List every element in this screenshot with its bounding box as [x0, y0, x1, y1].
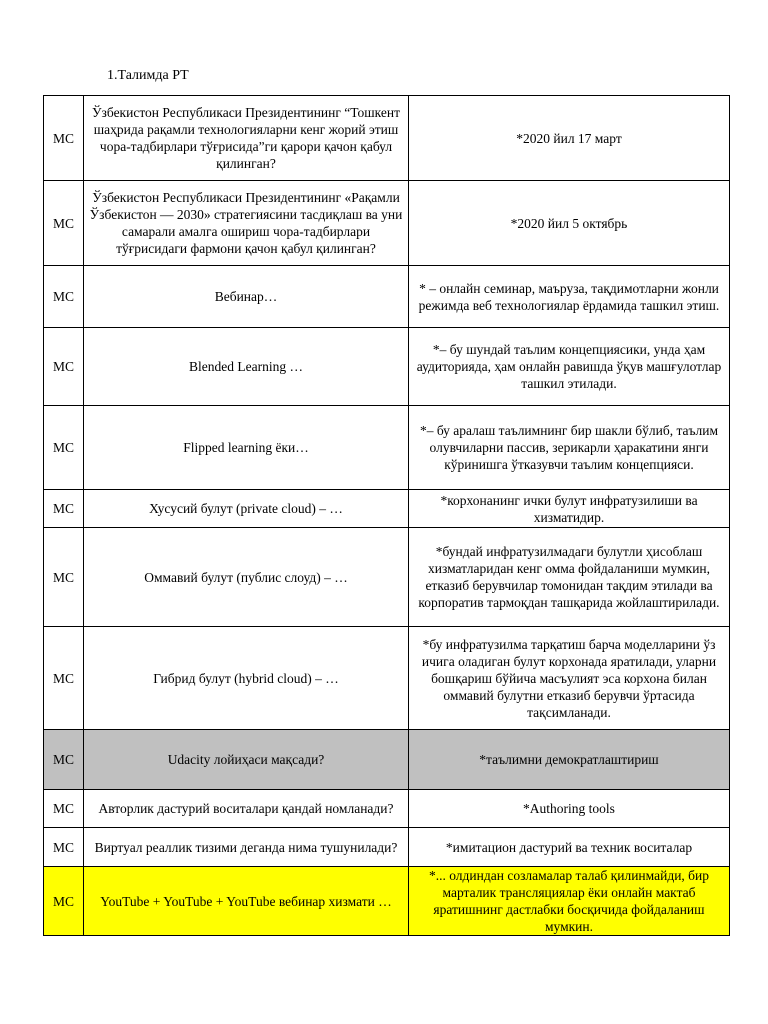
- row-question: Гибрид булут (hybrid cloud) – …: [84, 627, 409, 730]
- table-row: [44, 730, 730, 790]
- table-row: [44, 627, 730, 730]
- table-row: [44, 790, 730, 828]
- row-question: Авторлик дастурий воситалари қандай номланади?: [84, 790, 409, 828]
- row-type: МС: [44, 266, 84, 328]
- row-question: Виртуал реаллик тизими деганда нима тушунилади?: [84, 828, 409, 867]
- table-row: [44, 328, 730, 406]
- row-answer: *имитацион дастурий ва техник воситалар: [409, 828, 730, 867]
- table-row: [44, 96, 730, 181]
- row-answer: * – онлайн семинар, маъруза, тақдимотларни жонли режимда веб технологиялар ёрдамида ташкил этиш.: [409, 266, 730, 328]
- row-answer: *2020 йил 5 октябрь: [409, 181, 730, 266]
- row-answer: *2020 йил 17 март: [409, 96, 730, 181]
- row-type: МС: [44, 867, 84, 936]
- row-answer: *– бу аралаш таълимнинг бир шакли бўлиб, таълим олувчиларни пассив, зерикарли ҳаракатини янги кўринишга ўтказувчи таълим концепцияси.: [409, 406, 730, 490]
- row-answer: *таълимни демократлаштириш: [409, 730, 730, 790]
- row-question: Хусусий булут (private cloud) – …: [84, 490, 409, 528]
- table-row: [44, 828, 730, 867]
- table-row: [44, 528, 730, 627]
- row-type: МС: [44, 328, 84, 406]
- row-answer: *корхонанинг ички булут инфратузилиши ва хизматидир.: [409, 490, 730, 528]
- row-type: МС: [44, 181, 84, 266]
- row-answer: *бу инфратузилма тарқатиш барча моделларини ўз ичига оладиган булут корхонада яратилади, уларни бошқариш бўйича масъулият эса корхона билан оммавий булутни етказиб берувчи ўртасида тақсимланади.: [409, 627, 730, 730]
- row-type: МС: [44, 96, 84, 181]
- row-type: МС: [44, 828, 84, 867]
- document-heading: 1.Талимда РТ: [107, 68, 189, 83]
- row-answer: *... олдиндан созламалар талаб қилинмайди, бир марталик трансляциялар ёки онлайн мактаб яратишнинг дастлабки босқичида фойдаланиш мумкин.: [409, 867, 730, 936]
- row-question: YouTube + YouTube + YouTube вебинар хизмати …: [84, 867, 409, 936]
- row-question: Ўзбекистон Республикаси Президентининг «Рақамли Ўзбекистон — 2030» стратегиясини тасдиқлаш ва уни самарали амалга ошириш чора-тадбирлари тўғрисидаги фармони қачон қабул қилинган?: [84, 181, 409, 266]
- table-row: [44, 181, 730, 266]
- table-row: [44, 266, 730, 328]
- row-type: МС: [44, 790, 84, 828]
- row-answer: *бундай инфратузилмадаги булутли ҳисоблаш хизматларидан кенг омма фойдаланиши мумкин, етказиб берувчилар томонидан тақдим этилади ва корпоратив тармоқдан ташқарида жойлаштирилади.: [409, 528, 730, 627]
- questions-table: [43, 95, 730, 936]
- row-answer: *– бу шундай таълим концепциясики, унда ҳам аудиторияда, ҳам онлайн равишда ўқув машғулотлар ташкил этилади.: [409, 328, 730, 406]
- row-question: Udacity лойиҳаси мақсади?: [84, 730, 409, 790]
- table-row: [44, 406, 730, 490]
- row-question: Blended Learning …: [84, 328, 409, 406]
- row-type: МС: [44, 627, 84, 730]
- row-answer: *Authoring tools: [409, 790, 730, 828]
- table-row: [44, 867, 730, 936]
- row-question: Flipped learning ёки…: [84, 406, 409, 490]
- row-type: МС: [44, 528, 84, 627]
- table-row: [44, 490, 730, 528]
- row-type: МС: [44, 406, 84, 490]
- row-type: МС: [44, 490, 84, 528]
- row-type: МС: [44, 730, 84, 790]
- row-question: Ўзбекистон Республикаси Президентининг “Тошкент шаҳрида рақамли технологияларни кенг жорий этиш чора-тадбирлари тўғрисида”ги қарори қачон қабул қилинган?: [84, 96, 409, 181]
- row-question: Оммавий булут (публис слоуд) – …: [84, 528, 409, 627]
- row-question: Вебинар…: [84, 266, 409, 328]
